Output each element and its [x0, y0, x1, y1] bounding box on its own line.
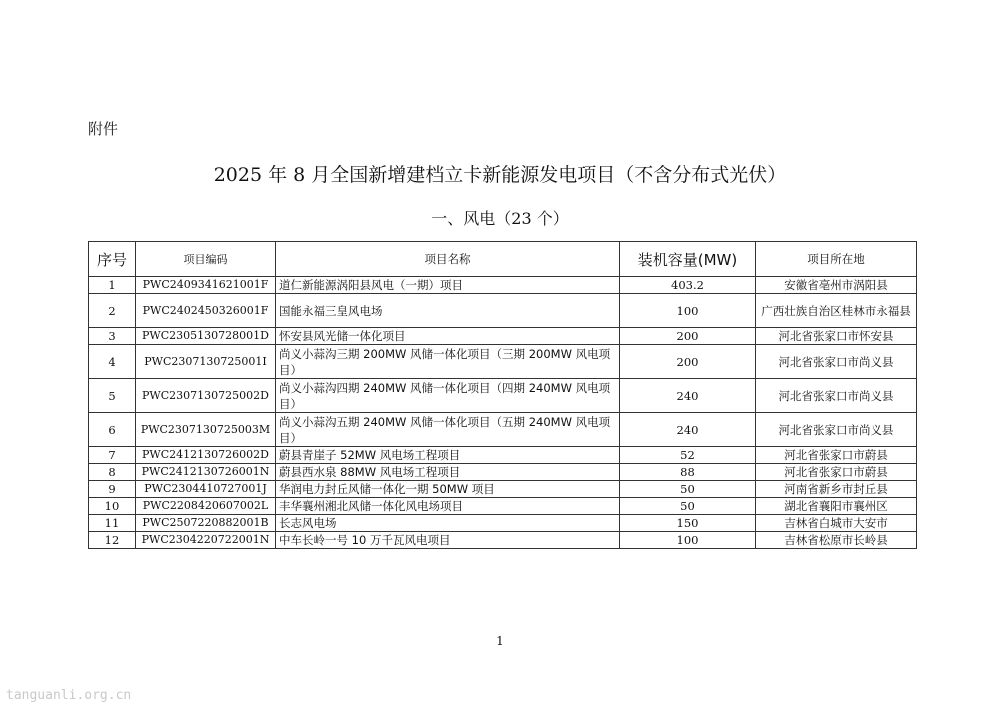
cell-name: 尚义小蒜沟五期 240MW 风储一体化项目（五期 240MW 风电项目）	[276, 413, 620, 447]
table-row	[89, 481, 917, 498]
cell-no: 3	[89, 328, 136, 345]
cell-name: 怀安县风光储一体化项目	[276, 328, 620, 345]
cell-code: PWC2307130725003M	[136, 413, 276, 447]
cell-code: PWC2412130726002D	[136, 447, 276, 464]
cell-location: 河北省张家口市蔚县	[756, 464, 917, 481]
cell-location: 安徽省亳州市涡阳县	[756, 277, 917, 294]
cell-name: 华润电力封丘风储一体化一期 50MW 项目	[276, 481, 620, 498]
cell-capacity: 403.2	[620, 277, 756, 294]
cell-name: 道仁新能源涡阳县风电（一期）项目	[276, 277, 620, 294]
header-capacity: 装机容量(MW)	[620, 242, 756, 277]
section-heading: 一、风电（23 个）	[431, 209, 569, 228]
cell-code: PWC2412130726001N	[136, 464, 276, 481]
table-row	[89, 294, 917, 328]
cell-location: 河北省张家口市尚义县	[756, 379, 917, 413]
project-table	[88, 241, 917, 549]
table-row	[89, 345, 917, 379]
table-header-row	[89, 242, 917, 277]
cell-no: 1	[89, 277, 136, 294]
cell-name: 国能永福三皇风电场	[276, 294, 620, 328]
cell-code: PWC2304410727001J	[136, 481, 276, 498]
cell-location: 河北省张家口市尚义县	[756, 345, 917, 379]
cell-capacity: 50	[620, 498, 756, 515]
table-body	[89, 277, 917, 549]
cell-capacity: 150	[620, 515, 756, 532]
cell-no: 4	[89, 345, 136, 379]
cell-name: 蔚县青崖子 52MW 风电场工程项目	[276, 447, 620, 464]
cell-code: PWC2304220722001N	[136, 532, 276, 549]
cell-location: 河北省张家口市尚义县	[756, 413, 917, 447]
cell-name: 丰华襄州湘北风储一体化风电场项目	[276, 498, 620, 515]
table-row	[89, 379, 917, 413]
cell-no: 5	[89, 379, 136, 413]
cell-location: 吉林省松原市长岭县	[756, 532, 917, 549]
header-name: 项目名称	[276, 242, 620, 277]
cell-code: PWC2208420607002L	[136, 498, 276, 515]
cell-capacity: 88	[620, 464, 756, 481]
cell-no: 11	[89, 515, 136, 532]
table-row	[89, 464, 917, 481]
cell-no: 9	[89, 481, 136, 498]
cell-no: 8	[89, 464, 136, 481]
table-row	[89, 515, 917, 532]
cell-location: 吉林省白城市大安市	[756, 515, 917, 532]
cell-capacity: 52	[620, 447, 756, 464]
cell-capacity: 200	[620, 345, 756, 379]
cell-location: 河南省新乡市封丘县	[756, 481, 917, 498]
cell-capacity: 100	[620, 532, 756, 549]
cell-capacity: 240	[620, 413, 756, 447]
cell-location: 湖北省襄阳市襄州区	[756, 498, 917, 515]
cell-capacity: 100	[620, 294, 756, 328]
cell-no: 6	[89, 413, 136, 447]
page-number: 1	[496, 634, 504, 648]
cell-no: 10	[89, 498, 136, 515]
table-row	[89, 498, 917, 515]
cell-code: PWC2305130728001D	[136, 328, 276, 345]
header-location: 项目所在地	[756, 242, 917, 277]
cell-capacity: 240	[620, 379, 756, 413]
cell-location: 广西壮族自治区桂林市永福县	[756, 294, 917, 328]
cell-code: PWC2307130725001I	[136, 345, 276, 379]
cell-name: 尚义小蒜沟三期 200MW 风储一体化项目（三期 200MW 风电项目）	[276, 345, 620, 379]
cell-capacity: 200	[620, 328, 756, 345]
cell-capacity: 50	[620, 481, 756, 498]
cell-name: 蔚县西水泉 88MW 风电场工程项目	[276, 464, 620, 481]
cell-code: PWC2307130725002D	[136, 379, 276, 413]
table-row	[89, 328, 917, 345]
cell-no: 7	[89, 447, 136, 464]
cell-location: 河北省张家口市怀安县	[756, 328, 917, 345]
attachment-label: 附件	[88, 120, 119, 138]
cell-code: PWC2409341621001F	[136, 277, 276, 294]
cell-name: 中车长岭一号 10 万千瓦风电项目	[276, 532, 620, 549]
table-row	[89, 447, 917, 464]
document-title: 2025 年 8 月全国新增建档立卡新能源发电项目（不含分布式光伏）	[213, 164, 787, 186]
cell-location: 河北省张家口市蔚县	[756, 447, 917, 464]
cell-code: PWC2507220882001B	[136, 515, 276, 532]
cell-no: 12	[89, 532, 136, 549]
table-row	[89, 532, 917, 549]
cell-no: 2	[89, 294, 136, 328]
table-row	[89, 277, 917, 294]
header-no: 序号	[89, 242, 136, 277]
header-code: 项目编码	[136, 242, 276, 277]
cell-name: 尚义小蒜沟四期 240MW 风储一体化项目（四期 240MW 风电项目）	[276, 379, 620, 413]
table-row	[89, 413, 917, 447]
watermark: tanguanli.org.cn	[6, 688, 132, 703]
cell-code: PWC2402450326001F	[136, 294, 276, 328]
cell-name: 长志风电场	[276, 515, 620, 532]
